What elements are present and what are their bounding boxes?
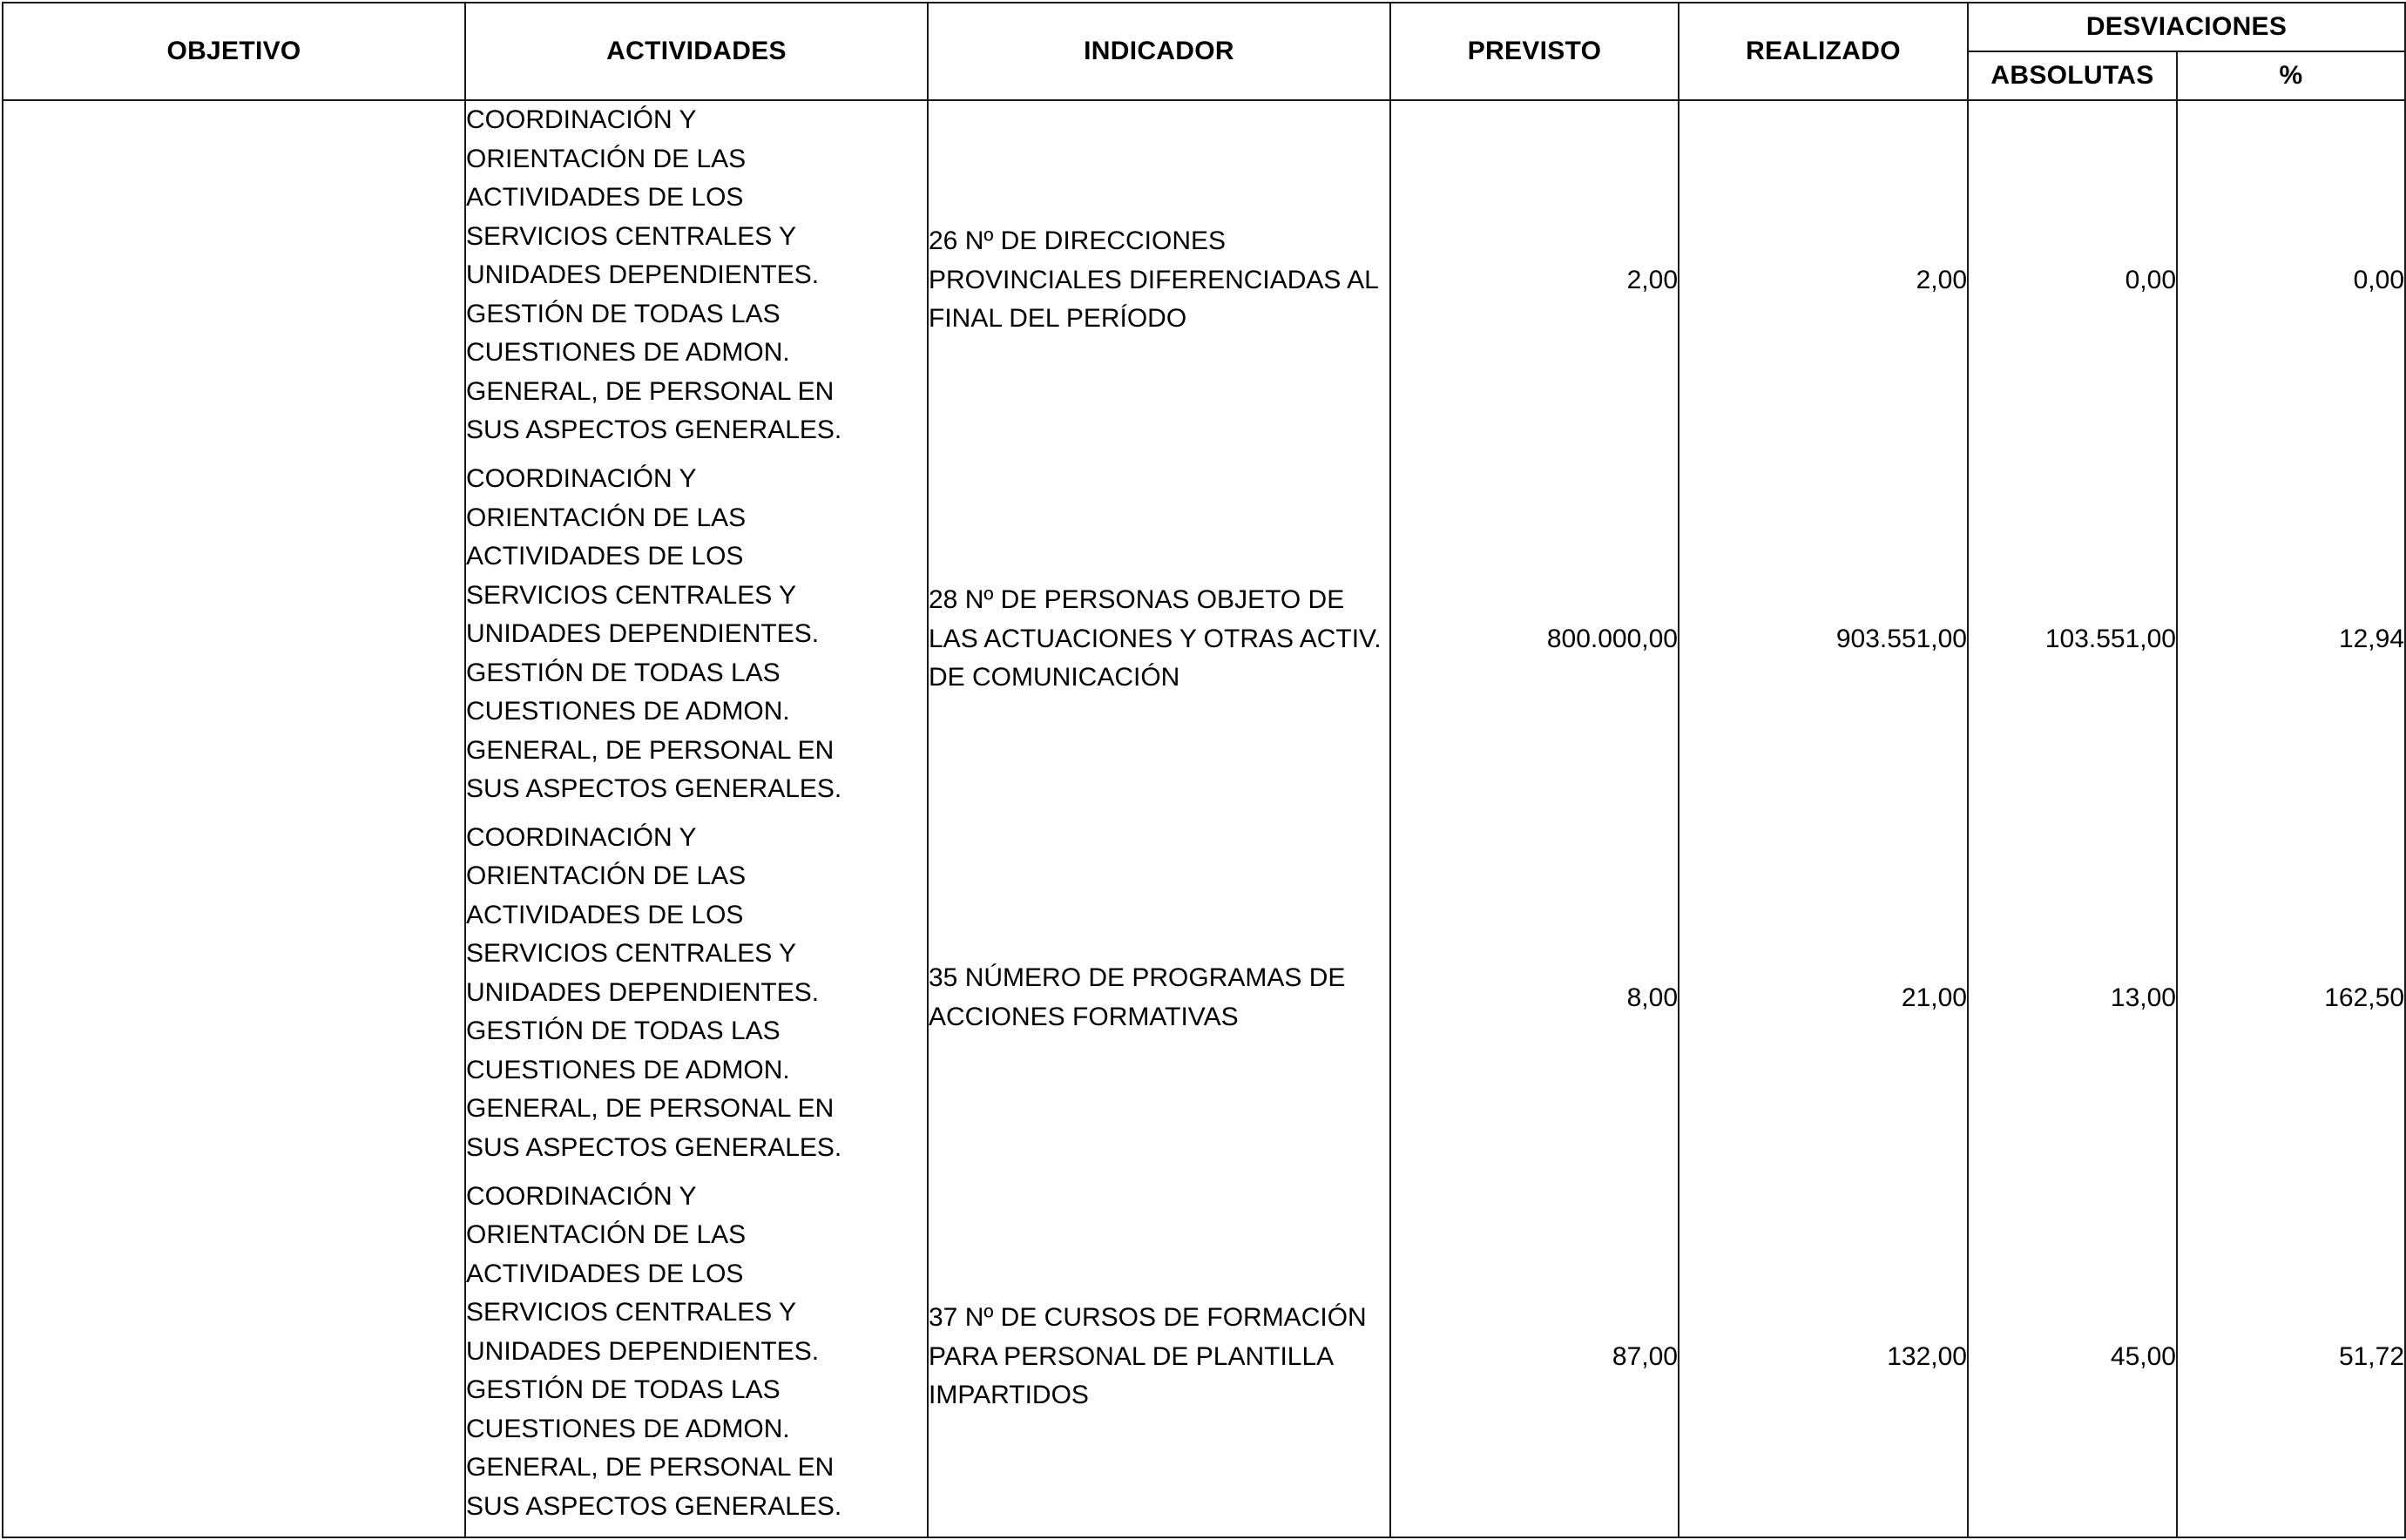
table-row: [3, 1178, 2405, 1537]
table-header: [3, 3, 2405, 100]
table-row: [3, 819, 2405, 1178]
realizado-cell: 2,00: [1679, 100, 1968, 460]
porcentaje-cell: 12,94: [2177, 460, 2405, 819]
header-previsto: PREVISTO: [1390, 3, 1679, 100]
objetivo-cell: [3, 1178, 465, 1537]
table-row: [3, 460, 2405, 819]
absolutas-cell: 0,00: [1968, 100, 2177, 460]
header-realizado: REALIZADO: [1679, 3, 1968, 100]
indicador-cell: 28 Nº DE PERSONAS OBJETO DE LAS ACTUACIONES Y OTRAS ACTIV. DE COMUNICACIÓN: [928, 460, 1390, 819]
header-objetivo: OBJETIVO: [3, 3, 465, 100]
table-body: [3, 100, 2405, 1537]
absolutas-cell: 103.551,00: [1968, 460, 2177, 819]
realizado-cell: 132,00: [1679, 1178, 1968, 1537]
absolutas-cell: 13,00: [1968, 819, 2177, 1178]
previsto-cell: 800.000,00: [1390, 460, 1679, 819]
header-actividades: ACTIVIDADES: [465, 3, 928, 100]
objetivo-cell: [3, 100, 465, 460]
previsto-cell: 8,00: [1390, 819, 1679, 1178]
indicador-cell: 26 Nº DE DIRECCIONES PROVINCIALES DIFERENCIADAS AL FINAL DEL PERÍODO: [928, 100, 1390, 460]
previsto-cell: 87,00: [1390, 1178, 1679, 1537]
header-indicador: INDICADOR: [928, 3, 1390, 100]
porcentaje-cell: 162,50: [2177, 819, 2405, 1178]
absolutas-cell: 45,00: [1968, 1178, 2177, 1537]
objetivo-cell: [3, 819, 465, 1178]
indicators-table: [2, 2, 2406, 1538]
header-absolutas: ABSOLUTAS: [1968, 51, 2177, 100]
actividad-cell: COORDINACIÓN Y ORIENTACIÓN DE LAS ACTIVIDADES DE LOS SERVICIOS CENTRALES Y UNIDADES DEPENDIENTES. GESTIÓN DE TODAS LAS CUESTIONES DE ADMON. GENERAL, DE PERSONAL EN SUS ASPECTOS GENERALES.: [465, 1178, 928, 1537]
realizado-cell: 21,00: [1679, 819, 1968, 1178]
actividad-cell: COORDINACIÓN Y ORIENTACIÓN DE LAS ACTIVIDADES DE LOS SERVICIOS CENTRALES Y UNIDADES DEPENDIENTES. GESTIÓN DE TODAS LAS CUESTIONES DE ADMON. GENERAL, DE PERSONAL EN SUS ASPECTOS GENERALES.: [465, 100, 928, 460]
porcentaje-cell: 0,00: [2177, 100, 2405, 460]
actividad-cell: COORDINACIÓN Y ORIENTACIÓN DE LAS ACTIVIDADES DE LOS SERVICIOS CENTRALES Y UNIDADES DEPENDIENTES. GESTIÓN DE TODAS LAS CUESTIONES DE ADMON. GENERAL, DE PERSONAL EN SUS ASPECTOS GENERALES.: [465, 460, 928, 819]
header-desviaciones: DESVIACIONES: [1968, 3, 2405, 51]
porcentaje-cell: 51,72: [2177, 1178, 2405, 1537]
table-row: [3, 100, 2405, 460]
previsto-cell: 2,00: [1390, 100, 1679, 460]
indicador-cell: 35 NÚMERO DE PROGRAMAS DE ACCIONES FORMATIVAS: [928, 819, 1390, 1178]
objetivo-cell: [3, 460, 465, 819]
realizado-cell: 903.551,00: [1679, 460, 1968, 819]
indicador-cell: 37 Nº DE CURSOS DE FORMACIÓN PARA PERSONAL DE PLANTILLA IMPARTIDOS: [928, 1178, 1390, 1537]
actividad-cell: COORDINACIÓN Y ORIENTACIÓN DE LAS ACTIVIDADES DE LOS SERVICIOS CENTRALES Y UNIDADES DEPENDIENTES. GESTIÓN DE TODAS LAS CUESTIONES DE ADMON. GENERAL, DE PERSONAL EN SUS ASPECTOS GENERALES.: [465, 819, 928, 1178]
header-porcentaje: %: [2177, 51, 2405, 100]
